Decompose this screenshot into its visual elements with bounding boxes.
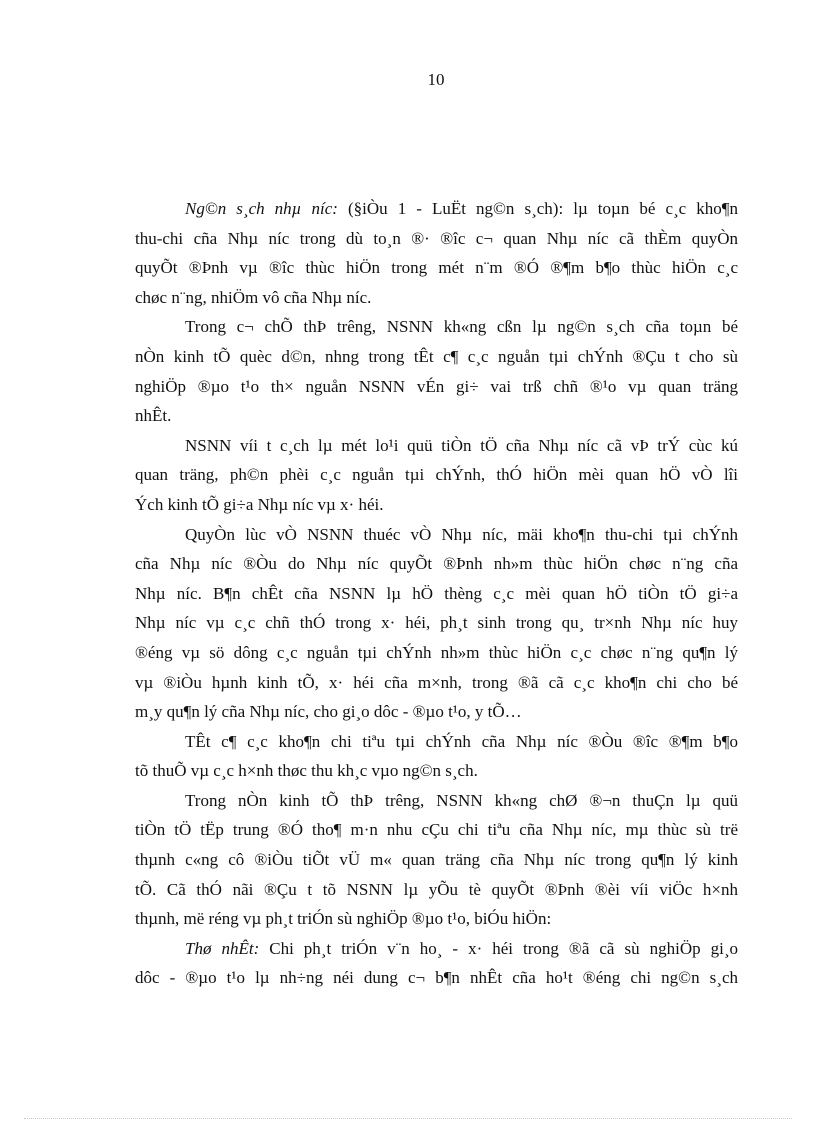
line-text: NSNN víi t c¸ch lµ mét lo¹i quü tiÒn tÖ cña Nhµ níc cã vÞ trÝ cùc kú (185, 435, 738, 455)
text-line (135, 608, 738, 638)
line-text: nghiÖp ®µo t¹o th× nguån NSNN vÉn gi÷ vai trß chñ ®¹o vµ quan träng (135, 376, 738, 396)
text-line (135, 312, 738, 342)
line-text: m¸y qu¶n lý cña Nhµ níc, cho gi¸o dôc - ®µo t¹o, y tÕ… (135, 702, 522, 722)
text-line (135, 875, 738, 905)
text-line (135, 668, 738, 698)
text-line (135, 401, 738, 431)
body-text (135, 194, 738, 993)
page-number: 10 (427, 70, 445, 89)
line-text: thµnh, më réng vµ ph¸t triÓn sù nghiÖp ®µo t¹o, biÓu hiÖn: (135, 909, 552, 929)
line-text: quyÕt ®Þnh vµ ®îc thùc hiÖn trong mét n¨m ®Ó ®¶m b¶o thùc hiÖn c¸c (135, 258, 738, 278)
line-text: cña Nhµ níc ®Òu do Nhµ níc quyÕt ®Þnh nh»m thùc hiÖn chøc n¨ng cña (135, 554, 738, 574)
line-text: TÊt c¶ c¸c kho¶n chi tiªu tµi chÝnh cña Nhµ níc ®Òu ®îc ®¶m b¶o (185, 731, 738, 751)
text-line (135, 431, 738, 461)
text-line (135, 372, 738, 402)
line-text: Nhµ níc vµ c¸c chñ thÓ trong x· héi, ph¸t sinh trong qu¸ tr×nh Nhµ níc huy (135, 613, 738, 633)
text-line (135, 904, 738, 934)
line-text: ®éng vµ sö dông c¸c nguån tµi chÝnh nh»m thùc hiÖn c¸c chøc n¨ng qu¶n lý (135, 642, 738, 662)
defined-term: Thø nhÊt: (185, 938, 260, 958)
text-line (135, 786, 738, 816)
text-line (135, 194, 738, 224)
text-line (135, 283, 738, 313)
text-line (135, 756, 738, 786)
text-line (135, 224, 738, 254)
text-line (135, 697, 738, 727)
line-text: vµ ®iÒu hµnh kinh tÕ, x· héi cña m×nh, trong ®ã cã c¸c kho¶n chi cho bé (135, 672, 738, 692)
line-text: chøc n¨ng, nhiÖm vô cña Nhµ níc. (135, 287, 372, 307)
text-line (135, 963, 738, 993)
line-text: Nhµ níc. B¶n chÊt cña NSNN lµ hÖ thèng c¸c mèi quan hÖ tiÒn tÖ gi÷a (135, 583, 738, 603)
line-text: Trong c¬ chÕ thÞ trêng, NSNN kh«ng cßn lµ ng©n s¸ch cña toµn bé (185, 317, 738, 337)
line-text: Ých kinh tÕ gi÷a Nhµ níc vµ x· héi. (135, 494, 384, 514)
text-line (135, 638, 738, 668)
line-text: Trong nÒn kinh tÕ thÞ trêng, NSNN kh«ng chØ ®¬n thuÇn lµ quü (185, 790, 738, 810)
line-text: nhÊt. (135, 406, 172, 426)
text-line (135, 342, 738, 372)
line-text: Chi ph¸t triÓn v¨n ho¸ - x· héi trong ®ã cã sù nghiÖp gi¸o (259, 938, 738, 958)
text-line (135, 579, 738, 609)
text-line (135, 520, 738, 550)
text-line (135, 815, 738, 845)
line-text: (§iÒu 1 - LuËt ng©n s¸ch): lµ toµn bé c¸c kho¶n (337, 199, 738, 218)
text-line (135, 845, 738, 875)
line-text: quan träng, ph©n phèi c¸c nguån tµi chÝnh, thÓ hiÖn mèi quan hÖ vÒ lîi (135, 465, 738, 485)
text-line (135, 460, 738, 490)
text-line (135, 490, 738, 520)
line-text: thµnh c«ng cô ®iÒu tiÕt vÜ m« quan träng cña Nhµ níc trong qu¶n lý kinh (135, 850, 738, 870)
line-text: tÕ. Cã thÓ nãi ®Çu t tõ NSNN lµ yÕu tè quyÕt ®Þnh ®èi víi viÖc h×nh (135, 879, 738, 899)
page-bottom-rule (24, 1118, 792, 1119)
line-text: tõ thuÕ vµ c¸c h×nh thøc thu kh¸c vµo ng©n s¸ch. (135, 761, 478, 781)
text-line (135, 253, 738, 283)
text-line (135, 727, 738, 757)
defined-term: Ng©n s¸ch nhµ níc: (185, 199, 338, 218)
line-text: tiÒn tÖ tËp trung ®Ó tho¶ m·n nhu cÇu chi tiªu cña Nhµ níc, mµ thùc sù trë (135, 820, 738, 840)
line-text: thu-chi cña Nhµ níc trong dù to¸n ®· ®îc c¬ quan Nhµ níc cã thÈm quyÒn (135, 228, 738, 248)
text-line (135, 934, 738, 964)
text-line (135, 549, 738, 579)
line-text: nÒn kinh tÕ quèc d©n, nhng trong tÊt c¶ c¸c nguån tµi chÝnh ®Çu t cho sù (135, 346, 738, 366)
line-text: QuyÒn lùc vÒ NSNN thuéc vÒ Nhµ níc, mäi kho¶n thu-chi tµi chÝnh (185, 524, 738, 544)
line-text: dôc - ®µo t¹o lµ nh÷ng néi dung c¬ b¶n nhÊt cña ho¹t ®éng chi ng©n s¸ch (135, 968, 738, 988)
